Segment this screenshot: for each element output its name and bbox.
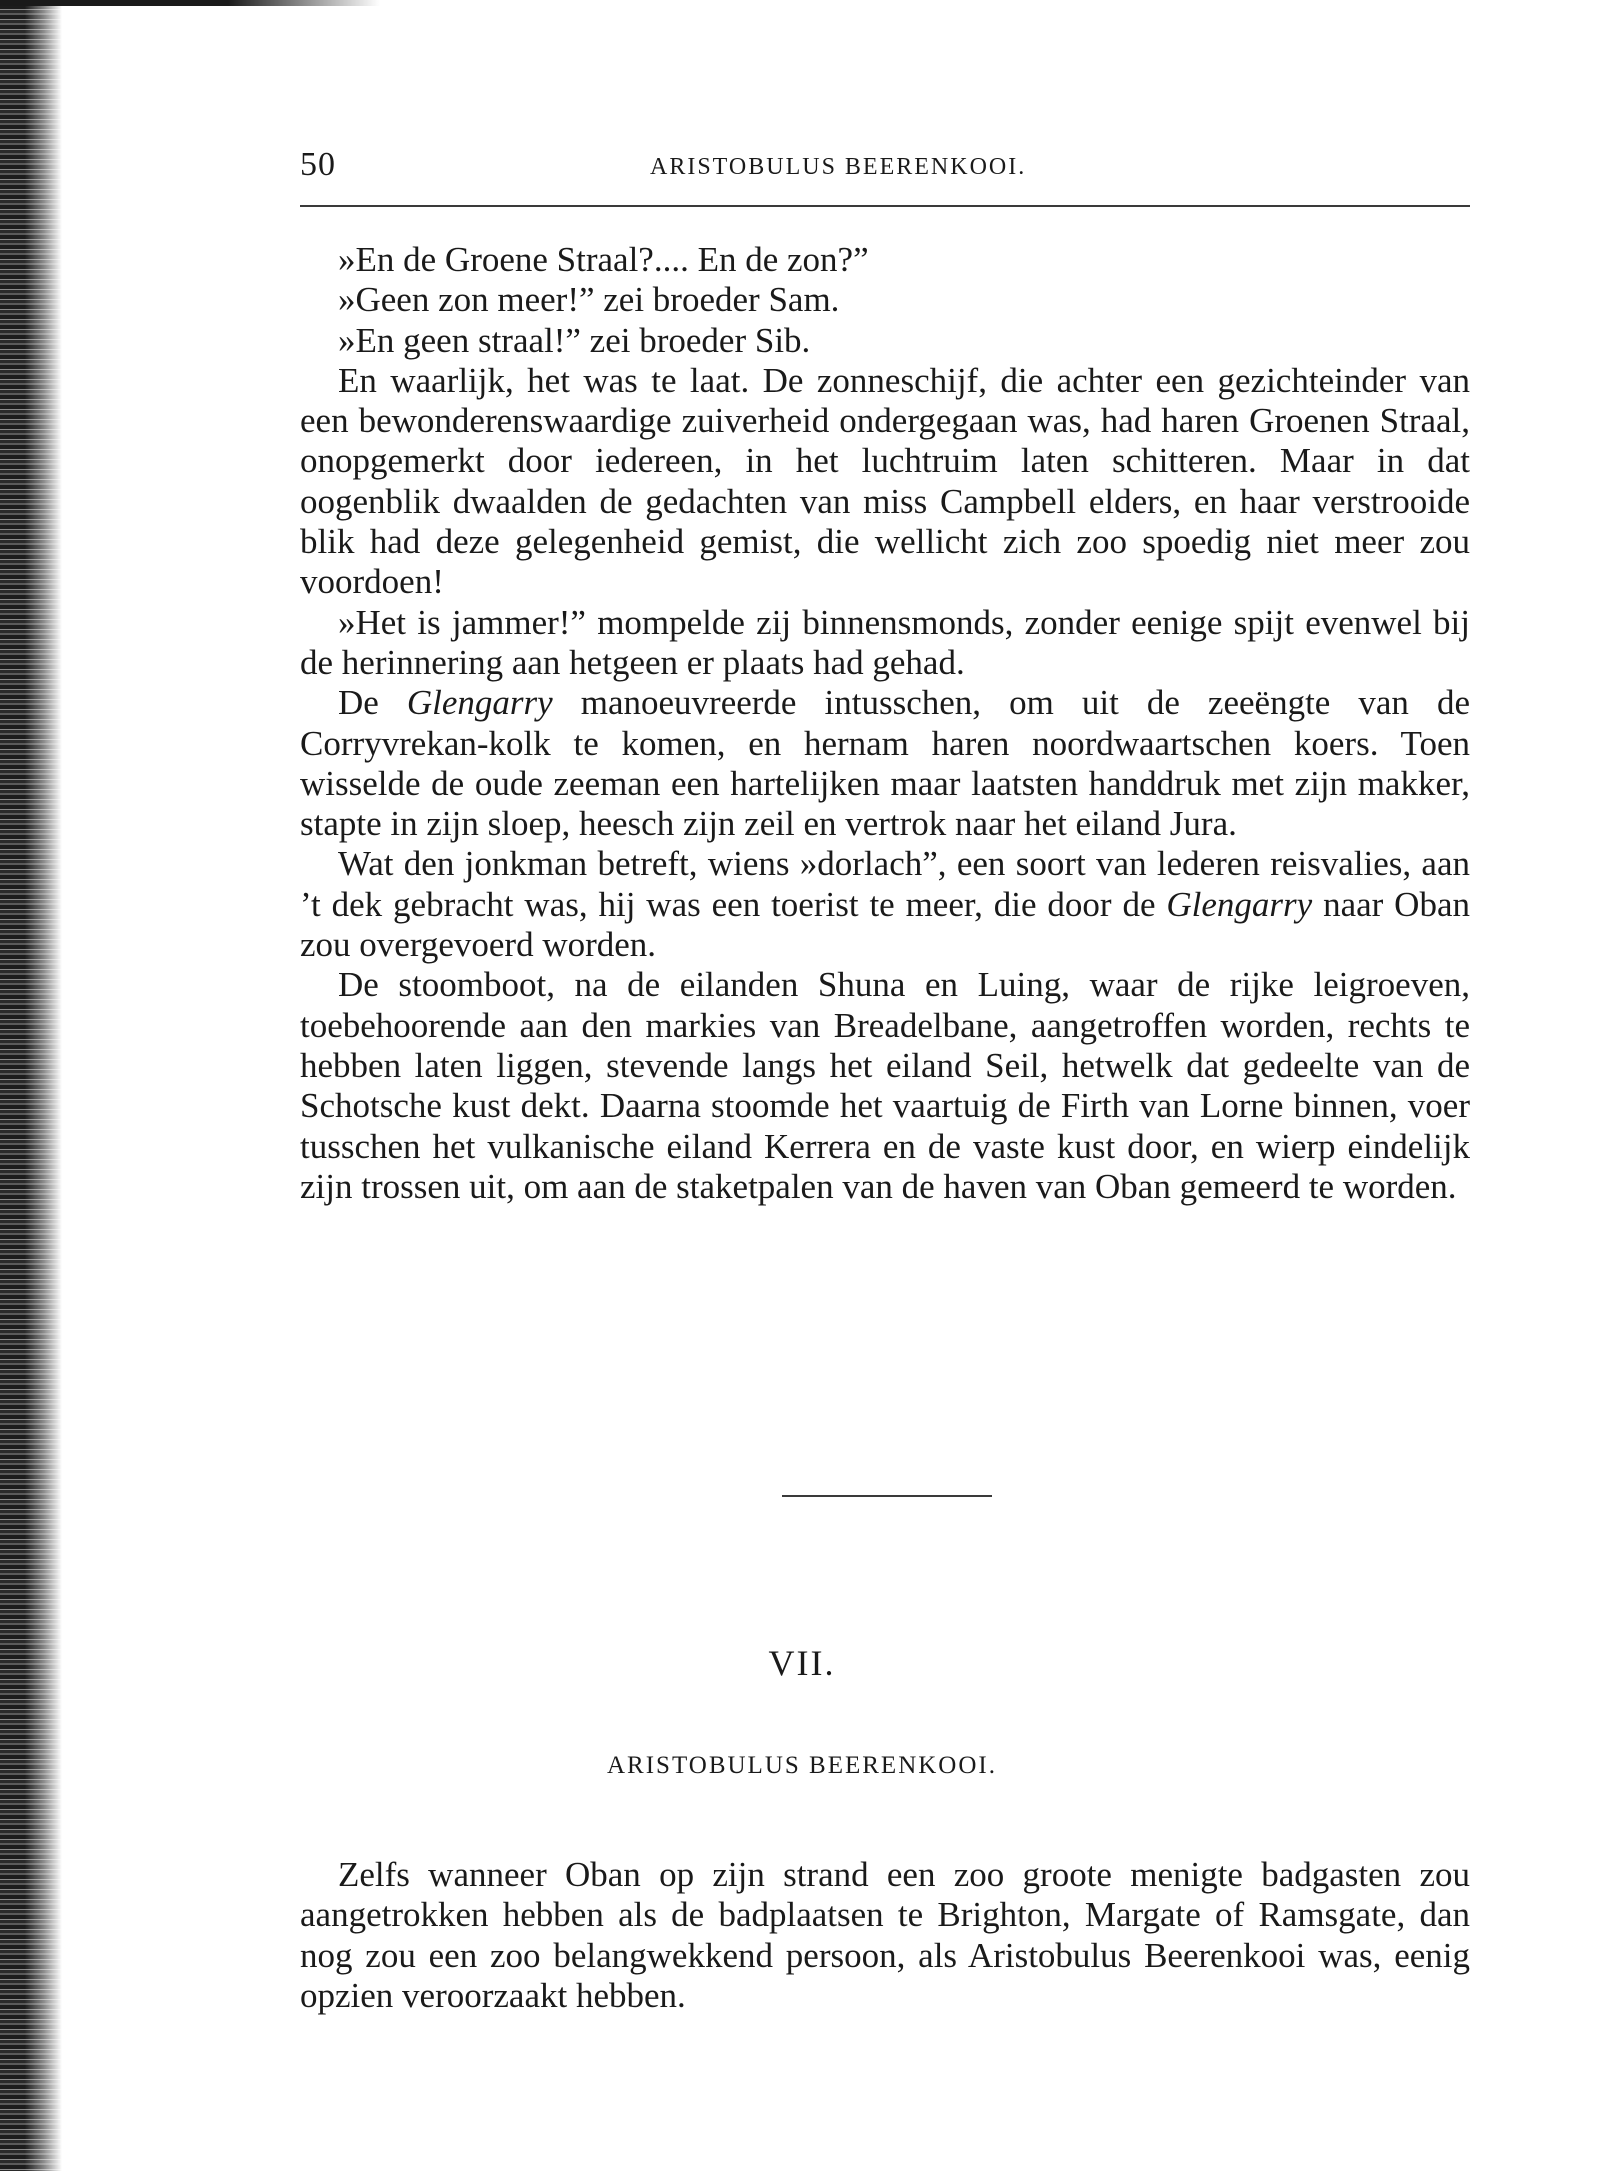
chapter-title: ARISTOBULUS BEERENKOOI. [607,1752,997,1779]
paragraph-text: Wat den jonkman betreft, wiens »dorlach”, een soort van lederen reisvalies, aan ’t dek gebracht was, hij was een toerist te meer, die door de [300,844,1470,924]
paragraph: En waarlijk, het was te laat. De zonneschijf, die achter een gezichteinder van een bewonderenswaardige zuiverheid ondergegaan was, had haren Groenen Straal, onopgemerkt door iedereen, in het luchtruim laten schitteren. Maar in dat oogenblik dwaalden de gedachten van miss Campbell elders, en haar verstrooide blik had deze gelegenheid gemist, die wellicht zich zoo spoedig niet meer zou voordoen! [300,360,1470,602]
header-rule [300,205,1470,207]
chapter-number: VII. [768,1643,836,1683]
body-text [300,240,1470,1207]
scanned-binding-edge [0,0,62,2171]
chapter-opening [300,1855,1470,2016]
page-number: 50 [300,146,336,183]
paragraph [300,844,1470,965]
running-head [300,146,1470,186]
paragraph-text: De [338,683,407,723]
paragraph-text: manoeuvreerde intusschen, om uit de zeeëngte van de Corryvrekan-kolk te komen, en hernam haren noordwaartschen koers. Toen wisselde de oude zeeman een hartelijken maar laatsten handdruk met zijn makker, stapte in zijn sloep, heesch zijn zeil en vertrok naar het eiland Jura. [300,683,1471,844]
paragraph-text: naar Oban zou overgevoerd worden. [300,884,1470,965]
scanned-top-edge [0,0,380,6]
chapter-opening-paragraph: Zelfs wanneer Oban op zijn strand een zoo groote menigte badgasten zou aangetrokken hebben als de badplaatsen te Brighton, Margate of Ramsgate, dan nog zou een zoo belangwekkend persoon, als Aristobulus Beerenkooi was, eenig opzien veroorzaakt hebben. [300,1855,1470,2015]
ship-name: Glengarry [1166,884,1313,924]
paragraph: »En geen straal!” zei broeder Sib. [338,320,811,360]
running-title: ARISTOBULUS BEERENKOOI. [650,154,1027,180]
paragraph [300,683,1470,844]
section-divider [782,1495,992,1497]
paragraph: »Het is jammer!” mompelde zij binnensmonds, zonder eenige spijt evenwel bij de herinnering aan hetgeen er plaats had gehad. [300,602,1470,682]
ship-name: Glengarry [406,683,553,723]
paragraph: De stoomboot, na de eilanden Shuna en Luing, waar de rijke leigroeven, toebehoorende aan den markies van Breadelbane, aangetroffen worden, rechts te hebben laten liggen, stevende langs het eiland Seil, hetwelk dat gedeelte van de Schotsche kust dekt. Daarna stoomde het vaartuig de Firth van Lorne binnen, voer tusschen het vulkanische eiland Kerrera en de vaste kust door, en wierp eindelijk zijn trossen uit, om aan de staketpalen van de haven van Oban gemeerd te worden. [300,965,1470,1206]
paragraph: »En de Groene Straal?.... En de zon?” [338,240,869,279]
paragraph: »Geen zon meer!” zei broeder Sam. [338,280,840,320]
